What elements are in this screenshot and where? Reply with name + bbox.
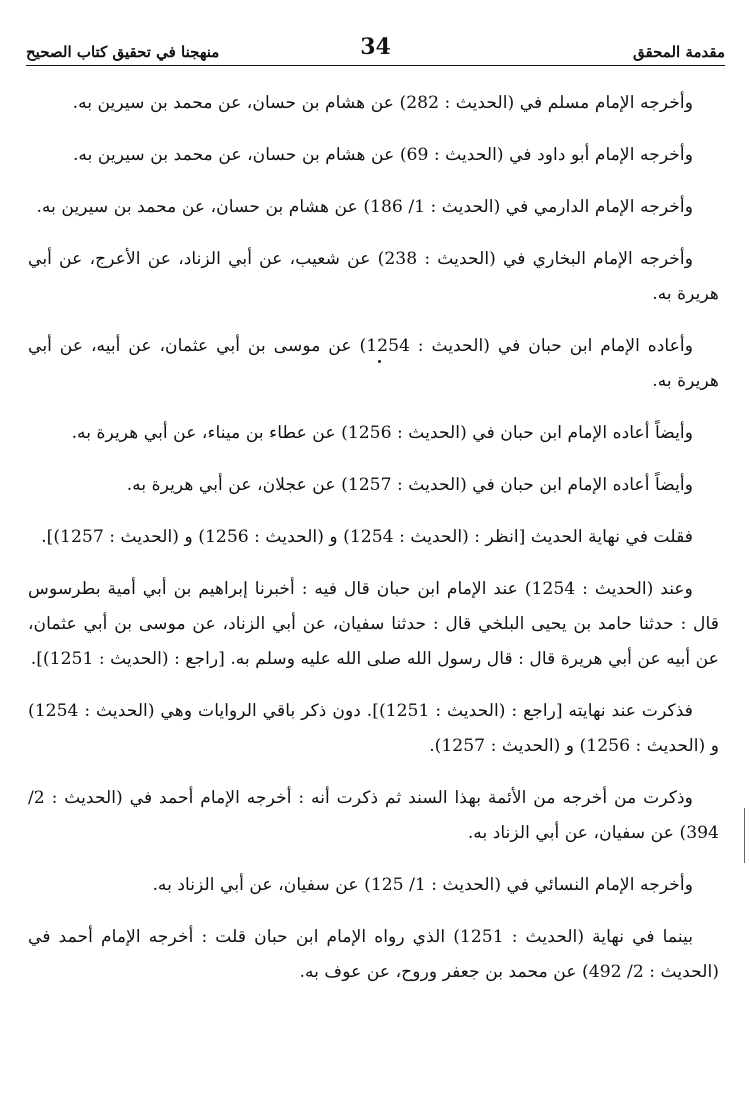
paragraph-6: وأيضاً أعاده الإمام ابن حبان في (الحديث : 1256) عن عطاء بن ميناء، عن أبي هريرة به.	[71, 423, 693, 443]
paragraph-4: وأخرجه الإمام البخاري في (الحديث : 238) عن شعيب، عن أبي الزناد، عن الأعرج، عن أبي هريرة به.	[28, 249, 719, 304]
paragraph-9: وعند (الحديث : 1254) عند الإمام ابن حبان قال فيه : أخبرنا إبراهيم بن أبي أمية بطرسوس قال : حدثنا حامد بن يحيى البلخي قال : حدثنا سفيان، عن أبي الزناد، عن موسى بن أبي عثمان، عن أبيه عن أبي هريرة قال : قال رسول الله صلى الله عليه وسلم به. [راجع : (الحديث : 1251)].	[28, 579, 719, 669]
stray-ink-dot	[378, 360, 381, 363]
paragraph-10: فذكرت عند نهايته [راجع : (الحديث : 1251)]. دون ذكر باقي الروايات وهي (الحديث : 1254) و (الحديث : 1256) و (الحديث : 1257).	[28, 701, 719, 756]
page-header	[26, 34, 725, 66]
header-section-title: مقدمة المحقق	[633, 43, 725, 61]
paragraph-7: وأيضاً أعاده الإمام ابن حبان في (الحديث : 1257) عن عجلان، عن أبي هريرة به.	[126, 475, 693, 495]
scan-edge-mark	[744, 808, 745, 863]
paragraph-3: وأخرجه الإمام الدارمي في (الحديث : 1/ 186) عن هشام بن حسان، عن محمد بن سيرين به.	[36, 197, 693, 217]
header-chapter-title: منهجنا في تحقيق كتاب الصحيح	[26, 43, 220, 61]
paragraph-8: فقلت في نهاية الحديث [انظر : (الحديث : 1254) و (الحديث : 1256) و (الحديث : 1257)].	[41, 527, 693, 547]
page-number: 34	[360, 34, 391, 60]
paragraph-12: وأخرجه الإمام النسائي في (الحديث : 1/ 125) عن سفيان، عن أبي الزناد به.	[152, 875, 693, 895]
paragraph-1: وأخرجه الإمام مسلم في (الحديث : 282) عن هشام بن حسان، عن محمد بن سيرين به.	[72, 93, 693, 113]
page-body	[28, 86, 719, 1007]
paragraph-2: وأخرجه الإمام أبو داود في (الحديث : 69) عن هشام بن حسان، عن محمد بن سيرين به.	[72, 145, 693, 165]
paragraph-13: بينما في نهاية (الحديث : 1251) الذي رواه الإمام ابن حبان قلت : أخرجه الإمام أحمد في (الحديث : 2/ 492) عن محمد بن جعفر وروح، عن عوف به.	[28, 927, 719, 982]
paragraph-11: وذكرت من أخرجه من الأئمة بهذا السند ثم ذكرت أنه : أخرجه الإمام أحمد في (الحديث : 2/ 394) عن سفيان، عن أبي الزناد به.	[28, 788, 719, 843]
paragraph-5: وأعاده الإمام ابن حبان في (الحديث : 1254) عن موسى بن أبي عثمان، عن أبيه، عن أبي هريرة به.	[28, 336, 719, 391]
